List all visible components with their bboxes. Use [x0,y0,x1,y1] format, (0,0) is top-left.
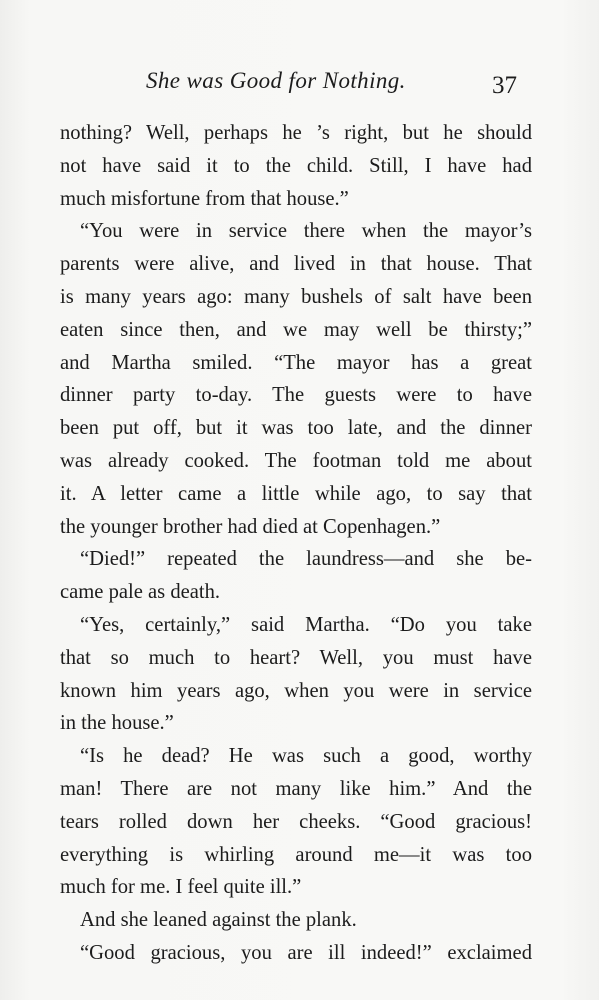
text-line: known him years ago, when you were in service [60,679,532,702]
running-title: She was Good for Nothing. [146,68,406,93]
text-line: came pale as death. [60,581,221,604]
text-line: not have said it to the child. Still, I have had [60,154,532,177]
text-line: “Is he dead? He was such a good, worthy [80,745,532,768]
text-line: parents were alive, and lived in that house. That [60,253,532,276]
text-line: eaten since then, and we may well be thirsty;” [60,318,532,341]
text-line: and Martha smiled. “The mayor has a great [60,351,532,374]
text-line: And she leaned against the plank. [80,909,357,932]
text-line: “Died!” repeated the laundress—and she be- [80,548,532,571]
page-number: 37 [492,72,517,99]
text-line: tears rolled down her cheeks. “Good gracious! [60,810,532,833]
text-line: “You were in service there when the mayor’s [80,220,532,243]
text-line: much misfortune from that house.” [60,187,349,210]
text-line: the younger brother had died at Copenhagen.” [60,515,441,538]
text-line: was already cooked. The footman told me about [60,449,532,472]
text-line: nothing? Well, perhaps he ’s right, but he should [60,122,532,144]
text-line: it. A letter came a little while ago, to say that [60,482,532,505]
running-head [0,68,599,104]
text-line: that so much to heart? Well, you must have [60,646,532,669]
text-line: man! There are not many like him.” And the [60,777,532,800]
text-line: much for me. I feel quite ill.” [60,876,302,899]
text-line: in the house.” [60,712,174,735]
text-line: been put off, but it was too late, and the dinner [60,417,532,440]
text-line: “Yes, certainly,” said Martha. “Do you take [80,613,532,636]
text-line: is many years ago: many bushels of salt have been [60,285,532,308]
text-line: everything is whirling around me—it was too [60,843,532,866]
body-text [60,117,532,970]
text-line: “Good gracious, you are ill indeed!” exclaimed [80,941,532,964]
text-line: dinner party to-day. The guests were to have [60,384,532,407]
